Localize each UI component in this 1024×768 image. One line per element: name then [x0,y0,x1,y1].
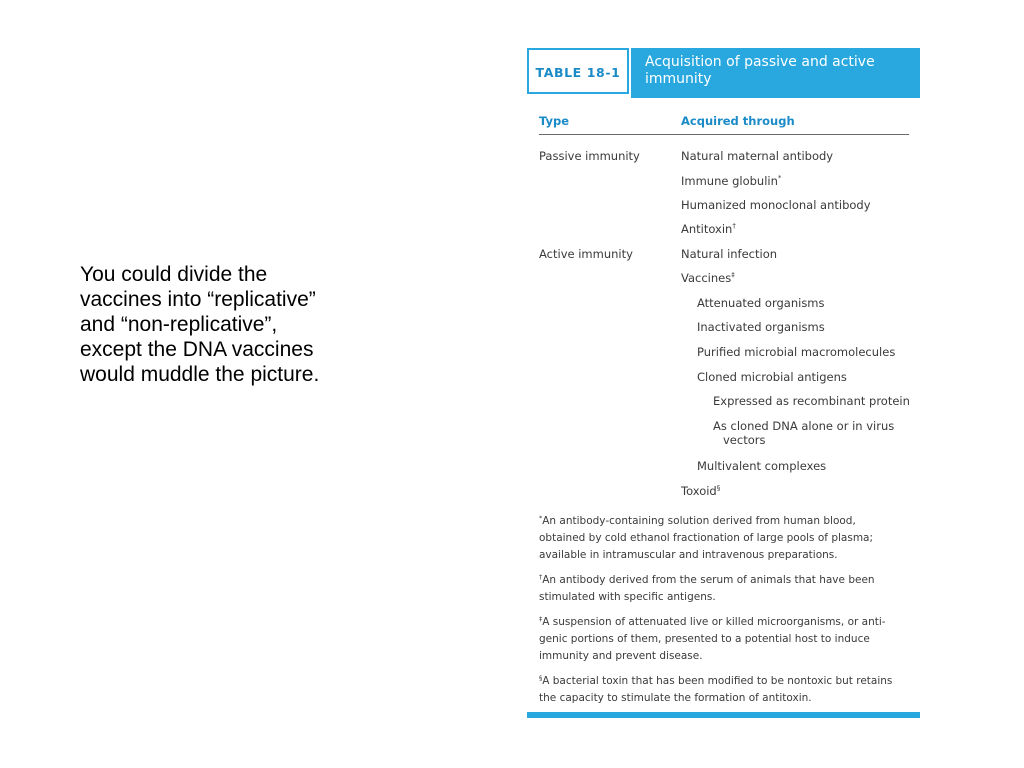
row-type-cell: Active immunity [539,247,633,261]
slide-body-text [80,262,400,387]
slide-text-line: except the DNA vaccines [80,338,314,361]
slide-text-line: and “non-replicative”, [80,313,278,336]
footnote-text: An antibody derived from the serum of animals that have been [542,574,875,586]
row-acquired-cell [681,247,777,261]
footnote-line [539,673,914,690]
header-divider [539,134,909,135]
column-header-acquired-through: Acquired through [681,114,795,128]
footnote-text: available in intramuscular and intravenous preparations. [539,549,838,561]
table-title-line: immunity [645,71,712,87]
row-type-cell: Passive immunity [539,149,640,163]
footnote-text: An antibody-containing solution derived from human blood, [542,515,856,527]
footnote-line [539,648,914,665]
row-acquired-cell [697,345,895,359]
footnote-text: A suspension of attenuated live or killed microorganisms, or anti- [542,616,886,628]
footnote [539,513,914,564]
table-number-text: TABLE 18-1 [535,65,621,80]
row-acquired-cell [697,459,826,473]
footnote-line [539,690,914,707]
row-acquired-text: Vaccines [681,271,732,285]
row-acquired-cell [697,320,825,334]
row-acquired-cell [681,198,871,212]
row-acquired-cell [697,370,847,384]
row-acquired-cell [713,394,910,408]
row-acquired-text: Expressed as recombinant protein [713,394,910,408]
row-acquired-continuation: vectors [723,433,766,447]
slide-text-line: vaccines into “replicative” [80,288,316,311]
footnote-text: genic portions of them, presented to a potential host to induce [539,633,870,645]
row-acquired-text: Antitoxin [681,222,733,236]
footnote-marker: * [539,514,543,522]
row-acquired-cell [681,222,736,236]
row-acquired-text: As cloned DNA alone or in virus [713,419,895,433]
footnote-text: stimulated with specific antigens. [539,591,716,603]
table-bottom-rule [527,712,920,718]
footnote [539,673,914,707]
footnote-line [539,631,914,648]
footnote-marker: † [732,222,736,230]
footnote-marker: § [539,674,543,682]
table-number-label [527,48,629,94]
footnote-text: A bacterial toxin that has been modified to be nontoxic but retains [542,675,893,687]
footnote-line [539,589,914,606]
row-acquired-cell [681,271,735,285]
row-acquired-text: Purified microbial macromolecules [697,345,896,359]
footnote-marker: ‡ [731,271,735,279]
footnote-line [539,530,914,547]
footnote-marker: § [716,484,721,492]
row-acquired-text: Natural infection [681,247,778,261]
footnote-line [539,572,914,589]
table-figure [527,48,920,720]
footnote-line [539,614,914,631]
row-acquired-text: Natural maternal antibody [681,149,834,163]
table-header [527,48,920,98]
footnote-text: the capacity to stimulate the formation of antitoxin. [539,692,812,704]
row-acquired-text: Attenuated organisms [697,296,825,310]
footnote [539,614,914,665]
row-acquired-text: Multivalent complexes [697,459,827,473]
table-title-line: Acquisition of passive and active [645,54,875,70]
column-header-type: Type [539,114,570,128]
footnote [539,572,914,606]
footnote-marker: * [777,174,782,182]
footnote-marker: ‡ [539,615,543,623]
row-acquired-text: Toxoid [681,484,717,498]
row-acquired-cell [697,296,825,310]
footnote-line [539,513,914,530]
row-acquired-text: Humanized monoclonal antibody [681,198,871,212]
row-acquired-text: Inactivated organisms [697,320,825,334]
footnote-text: immunity and prevent disease. [539,650,703,662]
row-acquired-cell [713,419,894,447]
table-title [631,48,920,98]
footnote-line [539,547,914,564]
row-acquired-cell [681,174,781,188]
footnote-marker: † [539,573,543,581]
row-acquired-cell [681,484,720,498]
row-acquired-text: Immune globulin [681,174,778,188]
slide-text-line: would muddle the picture. [80,363,320,386]
row-acquired-text: Cloned microbial antigens [697,370,847,384]
row-acquired-cell [681,149,833,163]
footnote-text: obtained by cold ethanol fractionation of large pools of plasma; [539,532,874,544]
slide-text-line: You could divide the [80,263,268,286]
